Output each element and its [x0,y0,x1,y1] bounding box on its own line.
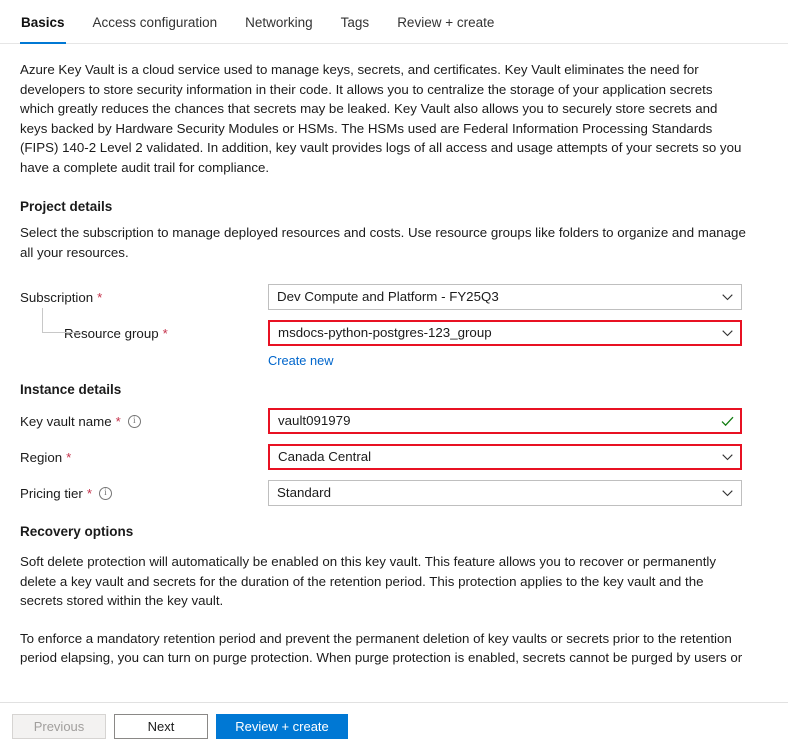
pricing-tier-field [268,480,742,506]
resource-group-label-text: Resource group [64,325,159,341]
content-fade [0,688,788,702]
project-details-description: Select the subscription to manage deployed resources and costs. Use resource groups like folders to organize and manage all your resources. [20,225,746,260]
recovery-options-heading: Recovery options [20,524,134,539]
tab-networking[interactable]: Networking [245,15,313,30]
previous-button[interactable]: Previous [12,714,106,739]
resource-group-required-marker: * [162,325,168,341]
subscription-label-text: Subscription [20,289,94,305]
pricing-tier-select[interactable]: Standard [268,480,742,506]
key-vault-name-label [20,414,268,429]
wizard-footer [0,702,788,750]
tab-access-configuration[interactable]: Access configuration [92,15,218,30]
region-required-marker: * [66,449,72,465]
wizard-tabs [0,0,788,44]
info-icon[interactable]: i [128,415,141,428]
subscription-label [20,290,268,305]
key-vault-intro-text: Azure Key Vault is a cloud service used to manage keys, secrets, and certificates. Key Vault eliminates the need for developers to store security information in their code. It allows you to centralize the storage of your application secrets which greatly reduces the chances that secrets may be leaked. Key Vault also allows you to securely store secrets and keys backed by Hardware Security Modules or HSMs. The HSMs used are Federal Information Processing Standards (FIPS) 140-2 Level 2 validated. In addition, key vault provides logs of all access and usage attempts of your secrets so you have a complete audit trail for compliance. [20,62,742,175]
region-label [20,450,268,465]
pricing-tier-required-marker: * [86,485,92,501]
create-new-link[interactable]: Create new [268,353,334,368]
subscription-required-marker: * [97,289,103,305]
create-new-resource-group-row [268,352,768,370]
region-field [268,444,742,470]
key-vault-name-row [20,408,768,434]
subscription-field [268,284,742,310]
region-select[interactable]: Canada Central [268,444,742,470]
key-vault-name-field [268,408,742,434]
tab-review-create[interactable]: Review + create [397,15,495,30]
region-label-text: Region [20,449,63,465]
resource-group-field [268,320,742,346]
tab-tags[interactable]: Tags [340,15,370,30]
info-icon[interactable]: i [99,487,112,500]
region-row [20,444,768,470]
nesting-connector [42,308,80,333]
key-vault-name-required-marker: * [115,413,121,429]
review-create-button[interactable]: Review + create [216,714,348,739]
resource-group-row [20,320,768,346]
subscription-row [20,284,768,310]
basics-form [0,44,788,668]
key-vault-name-input[interactable]: vault091979 [268,408,742,434]
key-vault-name-label-text: Key vault name [20,413,112,429]
next-button[interactable]: Next [114,714,208,739]
instance-details-heading: Instance details [20,382,122,397]
subscription-select[interactable]: Dev Compute and Platform - FY25Q3 [268,284,742,310]
soft-delete-description: Soft delete protection will automatically be enabled on this key vault. This feature allows you to recover or permanently delete a key vault and secrets for the duration of the retention period. This protection applies to the key vault and the secrets stored within the key vault. [20,554,716,608]
purge-protection-description: To enforce a mandatory retention period and prevent the permanent deletion of key vaults or secrets prior to the retention period elapsing, you can turn on purge protection. When purge protection is enabled, secrets cannot be purged by users or [20,630,743,665]
pricing-tier-row [20,480,768,506]
pricing-tier-label [20,486,268,501]
resource-group-select[interactable]: msdocs-python-postgres-123_group [268,320,742,346]
project-details-heading: Project details [20,199,113,214]
tab-basics[interactable]: Basics [20,12,66,44]
pricing-tier-label-text: Pricing tier [20,485,83,501]
